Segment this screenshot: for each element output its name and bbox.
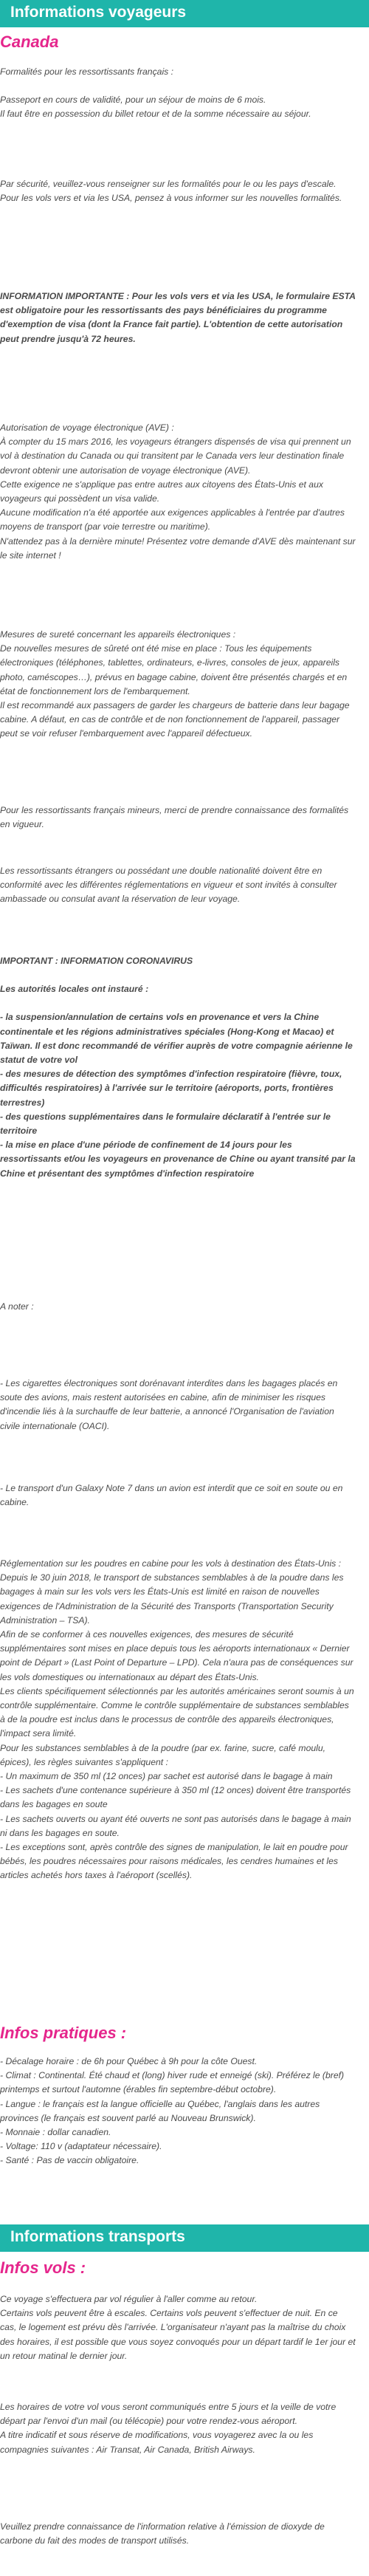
flights-info-title: Infos vols :: [0, 2258, 86, 2277]
practical-timezone: - Décalage horaire : de 6h pour Québec à 9h pour la côte Ouest.: [0, 2056, 258, 2066]
practical-health: - Santé : Pas de vaccin obligatoire.: [0, 2155, 139, 2166]
ecig-text: - Les cigarettes électroniques sont dorénavant interdites dans les bagages placés en soute des avions, mais restent autorisées en cabine, afin de minimiser les risques d'incendie liés à la surchauffe de leur batterie, a annoncé l'Organisation de l'aviation civile internationale (OACI).: [0, 1378, 338, 1431]
ecig-block: [0, 1377, 356, 1433]
header-accent-line: [0, 2250, 369, 2252]
powders-block: [0, 1557, 356, 1883]
esta-important-text: INFORMATION IMPORTANTE : Pour les vols vers et via les USA, le formulaire ESTA est obligatoire pour les ressortissants des pays bénéficiaires du programme d'exemption de visa (dont la France fait partie). L'obtention de cette autorisation peut prendre jusqu'à 72 heures.: [0, 291, 356, 344]
stopover-text: Par sécurité, veuillez-vous renseigner sur les formalités pour le ou les pays d'escale.: [0, 179, 337, 189]
note-block: [0, 1300, 356, 1314]
header-accent-line: [0, 25, 369, 27]
flights-airlines: A titre indicatif et sous réserve de modifications, vous voyagerez avec la ou les compagnies suivantes : Air Transat, Air Canada, British Airways.: [0, 2430, 314, 2455]
galaxy-note-text: - Le transport d'un Galaxy Note 7 dans un avion est interdit que ce soit en soute ou en cabine.: [0, 1483, 343, 1508]
practical-info-block: [0, 2055, 356, 2168]
powders-control: Les clients spécifiquement sélectionnés par les autorités américaines seront soumis à un contrôle supplémentaire. Comme le contrôle supplémentaire de substances semblables à de la poudre est inclus dans le processus de contrôle des appareils électroniques, l'impact sera limité.: [0, 1685, 354, 1739]
flights-schedule-block: [0, 2400, 356, 2457]
powders-rule-max: - Un maximum de 350 ml (12 onces) par sachet est autorisé dans le bagage à main: [0, 1771, 333, 1782]
practical-currency: - Monnaie : dollar canadien.: [0, 2127, 111, 2138]
electronics-measures: De nouvelles mesures de sûreté ont été mise en place : Tous les équipements électroniques (téléphones, tablettes, ordinateurs, e-livres, consoles de jeux, appareils photo, caméscopes…), prévus en bagage cabine, doivent être présentés chargés et en état de fonctionnement lors de l'embarquement.: [0, 643, 348, 696]
section-title: Informations voyageurs: [10, 4, 187, 21]
country-title: Canada: [0, 32, 59, 51]
ave-block: [0, 421, 356, 563]
ave-reminder: N'attendez pas à la dernière minute! Présentez votre demande d'AVE dès maintenant sur le site internet !: [0, 535, 356, 561]
passport-text: Passeport en cours de validité, pour un séjour de moins de 6 mois.: [0, 95, 266, 106]
powders-limit: Depuis le 30 juin 2018, le transport de substances semblables à de la poudre dans les bagages à main sur les vols vers les États-Unis est limité en raison de nouvelles exigences de l'Administration de la Sécurité des Transports (Transportation Security Administration – TSA).: [0, 1572, 344, 1626]
flights-schedule: Les horaires de votre vol vous seront communiqués entre 5 jours et la veille de votre départ par l'envoi d'un mail (ou télécopie) pour votre rendez-vous aéroport.: [0, 2402, 337, 2427]
coronavirus-subtitle: Les autorités locales ont instauré :: [0, 984, 149, 995]
practical-language: - Langue : le français est la langue officielle au Québec, l'anglais dans les autres provinces (le français est souvent parlé au Nouveau Brunswick).: [0, 2098, 320, 2123]
coronavirus-block: [0, 954, 356, 1181]
flights-stopovers: Certains vols peuvent être à escales. Certains vols peuvent s'effectuer de nuit. En ce cas, le logement est prévu dès l'arrivée. L'organisateur n'ayant pas la maîtrise du choix des horaires, il est possible que vous soyez convoqués pour un départ tardif le 1er jour et un retour matinal le dernier jour.: [0, 2308, 356, 2361]
return-ticket-text: Il faut être en possession du billet retour et de la somme nécessaire au séjour.: [0, 109, 311, 120]
stopover-block: [0, 177, 356, 205]
esta-block: [0, 290, 356, 346]
coronavirus-quarantine: - la mise en place d'une période de confinement de 14 jours pour les ressortissants et/ou les voyageurs en provenance de Chine ou ayant transité par la Chine et présentant des symptômes d'infection respiratoire: [0, 1140, 356, 1179]
powders-security: Afin de se conformer à ces nouvelles exigences, des mesures de sécurité supplémentaires sont mises en place depuis tous les aéroports internationaux « Dernier point de Départ » (Last Point of Departure – LPD). Cela n'aura pas de conséquences sur les vols domestiques ou internationaux au départ des États-Unis.: [0, 1629, 354, 1682]
flights-block: [0, 2292, 356, 2363]
practical-voltage: - Voltage: 110 v (adaptateur nécessaire).: [0, 2141, 162, 2152]
usa-formalities-text: Pour les vols vers et via les USA, pensez à vous informer sur les nouvelles formalités.: [0, 193, 342, 204]
galaxy-block: [0, 1481, 356, 1510]
powders-rule-hold: - Les sachets d'une contenance supérieure à 350 ml (12 onces) doivent être transportés dans les bagages en soute: [0, 1785, 351, 1810]
coronavirus-flights: - la suspension/annulation de certains vols en provenance et vers la Chine continentale et les régions administratives spéciales (Hong-Kong et Macao) et Taïwan. Il est donc recommandé de vérifier auprès de votre compagnie aérienne le statut de votre vol: [0, 1012, 353, 1066]
coronavirus-detection: - des mesures de détection des symptômes d'infection respiratoire (fièvre, toux, difficultés respiratoires) à l'arrivée sur le territoire (aéroports, ports, frontières terrestres): [0, 1069, 342, 1108]
electronics-chargers: Il est recommandé aux passagers de garder les chargeurs de batterie dans leur bagage cabine. A défaut, en cas de contrôle et de non fonctionnement de l'appareil, passager peut se voir refuser l'embarquement avec l'appareil défectueux.: [0, 700, 350, 739]
co2-block: [0, 2520, 356, 2548]
dual-nationality-text: Les ressortissants étrangers ou possédant une double nationalité doivent être en conformité avec les différentes réglementations en vigueur et sont invités à consulter ambassade ou consulat avant la réservation de leur voyage.: [0, 866, 337, 905]
flights-regular: Ce voyage s'effectuera par vol régulier à l'aller comme au retour.: [0, 2294, 258, 2304]
practical-climate: - Climat : Continental. Été chaud et (long) hiver rude et enneigé (ski). Préférez le (bref) printemps et surtout l'automne (érables fin septembre-début octobre).: [0, 2070, 345, 2095]
coronavirus-questions: - des questions supplémentaires dans le formulaire déclaratif à l'entrée sur le territoire: [0, 1111, 331, 1137]
electronics-block: [0, 628, 356, 741]
minors-text: Pour les ressortissants français mineurs, merci de prendre connaissance des formalités en vigueur.: [0, 805, 349, 830]
section-title: Informations transports: [10, 2228, 185, 2245]
section-header-transports: [0, 2224, 369, 2250]
powders-rules-intro: Pour les substances semblables à de la poudre (par ex. farine, sucre, café moulu, épices), les règles suivantes s'appliquent :: [0, 1742, 326, 1767]
formalities-intro: Formalités pour les ressortissants français :: [0, 66, 174, 77]
coronavirus-title: IMPORTANT : INFORMATION CORONAVIRUS: [0, 956, 193, 966]
co2-text: Veuillez prendre connaissance de l'information relative à l'émission de dioxyde de carbone du fait des modes de transport utilisés.: [0, 2521, 325, 2546]
ave-requirement: À compter du 15 mars 2016, les voyageurs étrangers dispensés de visa qui prennent un vol à destination du Canada ou qui transitent par le Canada vers leur destination finale devront obtenir une autorisation de voyage électronique (AVE).: [0, 436, 351, 476]
practical-info-title: Infos pratiques :: [0, 2024, 127, 2042]
section-header-voyageurs: [0, 0, 369, 25]
powders-exceptions: - Les exceptions sont, après contrôle des signes de manipulation, le lait en poudre pour bébés, les poudres nécessaires pour raisons médicales, les cendres humaines et les articles achetés hors taxes à l'aéroport (scellés).: [0, 1842, 348, 1881]
dual-nationality-block: [0, 864, 356, 907]
formalities-block: [0, 65, 356, 122]
powders-title: Réglementation sur les poudres en cabine pour les vols à destination des États-Unis :: [0, 1558, 342, 1569]
ave-exemption: Cette exigence ne s'applique pas entre autres aux citoyens des États-Unis et aux voyageurs qui possèdent un visa valide.: [0, 479, 323, 504]
powders-rule-opened: - Les sachets ouverts ou ayant été ouverts ne sont pas autorisés dans le bagage à main ni dans les bagages en soute.: [0, 1813, 351, 1838]
ave-other-transport: Aucune modification n'a été apportée aux exigences applicables à l'entrée par d'autres moyens de transport (par voie terrestre ou maritime).: [0, 507, 345, 532]
electronics-title: Mesures de sureté concernant les appareils électroniques :: [0, 629, 236, 640]
minors-block: [0, 804, 356, 832]
ave-title: Autorisation de voyage électronique (AVE) :: [0, 422, 174, 433]
note-label: A noter :: [0, 1301, 34, 1312]
